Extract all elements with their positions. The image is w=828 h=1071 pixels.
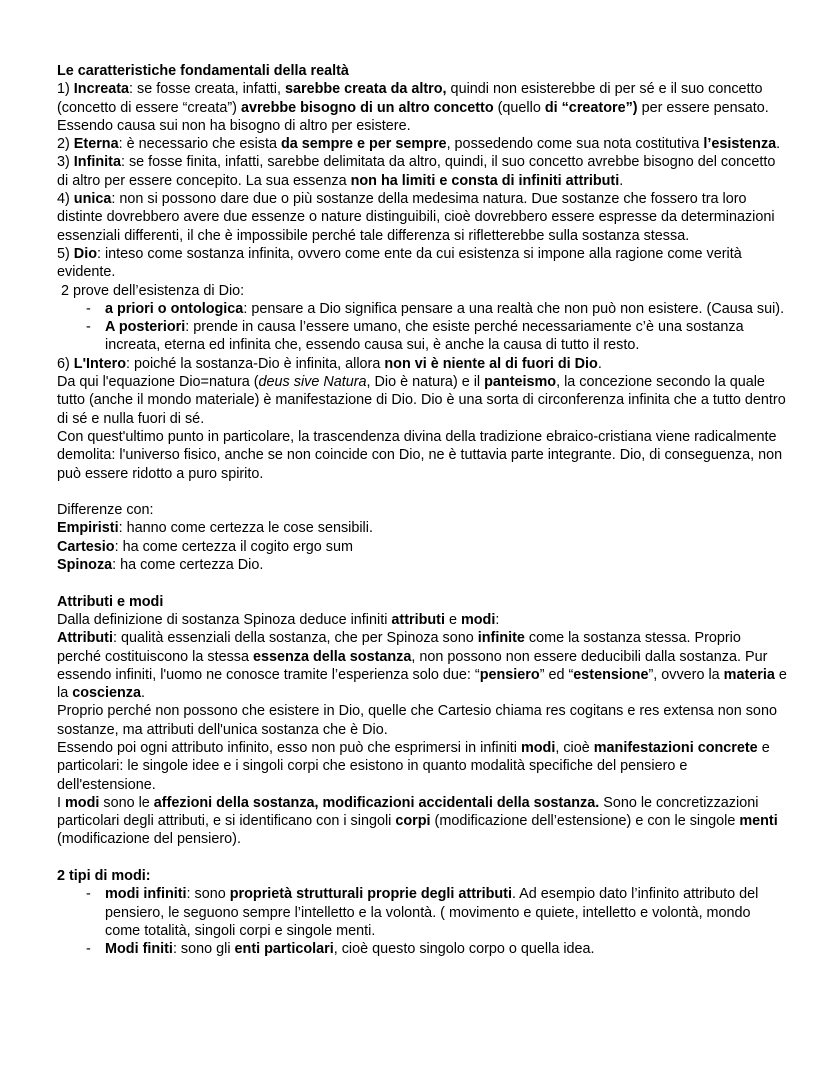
proofs-list xyxy=(57,300,788,355)
bold-text: panteismo xyxy=(484,374,557,391)
dash-marker: - xyxy=(86,941,91,958)
text-run: , la concezione secondo la quale tutto (anche il mondo materiale) è manifestazione di Dio. Dio è una sorta di circonferenza infinita che a tutto dentro di sé e nulla fuori di sé. xyxy=(57,374,786,427)
text-run: , cioè xyxy=(555,739,594,756)
text-run: Con quest'ultimo punto in particolare, la trascendenza divina della tradizione ebraico-cristiana viene radicalmente demolita: l'universo fisico, anche se non coincide con Dio, ne è tuttavia parte integrante. Dio, di conseguenza, non può essere ridotto a puro spirito. xyxy=(57,428,783,482)
bold-text: estensione xyxy=(573,666,649,683)
paragraph-dio xyxy=(57,245,788,282)
differences-intro: Differenze con: xyxy=(57,502,154,519)
proof-text xyxy=(105,319,744,353)
proof-text xyxy=(105,301,784,317)
bold-text: l’esistenza xyxy=(703,136,777,153)
bold-text: Eterna xyxy=(73,136,119,153)
text-run: (modificazione dell’estensione) e con le singole xyxy=(430,813,740,830)
bold-text: a priori o ontologica xyxy=(105,300,244,317)
paragraph-trascendenza xyxy=(57,428,788,483)
text-run: , cioè questo singolo corpo o quella idea. xyxy=(333,941,595,958)
bold-text: non ha limiti e consta di infiniti attributi xyxy=(350,172,620,189)
bold-text: attributi xyxy=(391,611,445,628)
text-run: Da qui l'equazione Dio=natura ( xyxy=(57,374,259,391)
text-run: : pensare a Dio significa pensare a una realtà che non può non esistere. (Causa sui). xyxy=(243,300,785,317)
bold-text: modi xyxy=(460,611,496,628)
text-run: 3) xyxy=(57,154,74,171)
text-run: : prende in causa l’essere umano, che esiste perché necessariamente c’è una sostanza increata, eterna ed infinita che, essendo causa sui, è anche la causa di tutto il resto. xyxy=(105,319,744,354)
paragraph-infinita xyxy=(57,153,788,190)
modi-text xyxy=(105,886,758,939)
paragraph-increata xyxy=(57,80,788,135)
text-run: : poiché la sostanza-Dio è infinita, allora xyxy=(125,355,385,372)
modi-text xyxy=(105,941,595,957)
text-run: e xyxy=(444,611,461,628)
proofs-intro: 2 prove dell’esistenza di Dio: xyxy=(57,282,245,299)
paragraph-attributi-intro xyxy=(57,611,788,629)
text-run: quindi non esisterebbe di per sé e il suo concetto (concetto di essere “creata”) xyxy=(57,81,763,116)
bold-text: sarebbe creata da altro, xyxy=(284,81,447,98)
bold-text: modi infiniti xyxy=(105,886,187,903)
bold-text: Modi finiti xyxy=(105,941,173,958)
text-run: : ha come certezza il cogito ergo sum xyxy=(114,538,353,555)
paragraph-eterna xyxy=(57,135,788,153)
bold-text: Increata xyxy=(73,81,129,98)
text-run: (modificazione del pensiero). xyxy=(57,831,241,848)
text-run: : sono gli xyxy=(172,941,235,958)
bold-text: materia xyxy=(723,666,775,683)
text-run: , non possono non essere deducibili dalla sostanza. Pur essendo infiniti, l'uomo ne conosce tramite l’esperienza solo due: “ xyxy=(57,648,768,683)
list-item-proof-apriori xyxy=(86,300,788,318)
section-title-tipi-modi: 2 tipi di modi: xyxy=(57,868,151,885)
text-run: Essendo poi ogni attributo infinito, esso non può che esprimersi in infiniti xyxy=(57,739,521,756)
bold-text: Spinoza xyxy=(57,557,113,574)
text-run: ” ed “ xyxy=(539,666,574,683)
text-run: 4) xyxy=(57,191,74,208)
section-title-realta: Le caratteristiche fondamentali della realtà xyxy=(57,63,349,79)
difference-spinoza xyxy=(57,556,788,574)
paragraph-attributi xyxy=(57,629,788,702)
difference-empiristi xyxy=(57,519,788,537)
paragraph-panteismo xyxy=(57,373,788,428)
paragraph-res xyxy=(57,702,788,739)
paragraph-modi xyxy=(57,794,788,849)
text-run: . xyxy=(776,136,781,153)
text-run: Dalla definizione di sostanza Spinoza deduce infiniti xyxy=(57,611,392,628)
text-run: 1) xyxy=(57,81,74,98)
bold-text: modi xyxy=(65,794,100,811)
text-run: : è necessario che esista xyxy=(118,136,281,153)
bold-text: unica xyxy=(73,191,112,208)
list-item-proof-aposteriori xyxy=(86,318,788,355)
dash-marker: - xyxy=(86,300,91,317)
list-item-modi-infiniti xyxy=(86,885,788,940)
text-run: 5) xyxy=(57,245,74,262)
bold-text: pensiero xyxy=(479,666,540,683)
bold-text: di “creatore”) xyxy=(544,99,638,116)
paragraph-intero xyxy=(57,355,788,373)
text-run: (quello xyxy=(493,99,545,116)
bold-text: coscienza xyxy=(72,685,141,702)
paragraph-unica xyxy=(57,190,788,245)
text-run: . xyxy=(597,355,602,372)
paragraph-modi-infiniti xyxy=(57,739,788,794)
text-run: come la sostanza stessa. Proprio perché costituiscono la stessa xyxy=(57,630,741,665)
bold-text: avrebbe bisogno di un altro concetto xyxy=(240,99,494,116)
difference-cartesio xyxy=(57,538,788,556)
text-run: : qualità essenziali della sostanza, che per Spinoza sono xyxy=(112,630,478,647)
italic-text: deus sive Natura xyxy=(258,374,367,391)
text-run: e la xyxy=(57,666,787,702)
text-run: : se fosse creata, infatti, xyxy=(129,81,285,98)
bold-text: infinite xyxy=(477,630,525,647)
bold-text: affezioni della sostanza, modificazioni accidentali della sostanza. xyxy=(153,794,600,811)
bold-text: essenza della sostanza xyxy=(252,648,412,665)
text-run: : ha come certezza Dio. xyxy=(112,557,264,574)
bold-text: Cartesio xyxy=(57,538,115,555)
text-run: ”, ovvero la xyxy=(648,666,724,683)
bold-text: manifestazioni concrete xyxy=(593,739,758,756)
bold-text: non vi è niente al di fuori di Dio xyxy=(384,355,598,372)
text-run: . xyxy=(619,172,624,189)
text-run: 2) xyxy=(57,136,74,153)
text-run: sono le xyxy=(99,794,154,811)
text-run: : inteso come sostanza infinita, ovvero come ente da cui esistenza si impone alla ragione come verità evidente. xyxy=(57,245,742,281)
bold-text: corpi xyxy=(395,813,431,830)
bold-text: A posteriori xyxy=(105,319,186,336)
text-run: : xyxy=(495,611,500,628)
text-run: I xyxy=(57,794,65,811)
text-run: : hanno come certezza le cose sensibili. xyxy=(118,520,373,537)
text-run: : non si possono dare due o più sostanze della medesima natura. Due sostanze che fossero tra loro distinte dovrebbero avere due essenze o nature distinguibili, cioè dovrebbero essere espresse da determinazioni essenziali differenti, il che è impossibile perché tale differenza si rifletterebbe sulla sostanza stessa. xyxy=(57,191,775,244)
bold-text: modi xyxy=(520,739,556,756)
text-run: : se fosse finita, infatti, sarebbe delimitata da altro, quindi, il suo concetto avrebbe bisogno del concetto di altro per essere concepito. La sua essenza xyxy=(57,154,776,189)
bold-text: da sempre e per sempre xyxy=(280,136,447,153)
bold-text: menti xyxy=(739,813,778,830)
text-run: 6) xyxy=(57,355,74,372)
dash-marker: - xyxy=(86,886,91,903)
section-title-attributi: Attributi e modi xyxy=(57,593,164,610)
bold-text: L'Intero xyxy=(73,355,126,372)
text-run: , possedendo come sua nota costitutiva xyxy=(446,136,704,153)
bold-text: Infinita xyxy=(73,154,121,171)
text-run: Proprio perché non possono che esistere in Dio, quelle che Cartesio chiama res cogitans e res extensa non sono sostanze, ma attributi dell'unica sostanza che è Dio. xyxy=(57,703,777,738)
list-item-modi-finiti xyxy=(86,940,788,958)
bold-text: enti particolari xyxy=(234,941,334,958)
text-run: . xyxy=(141,685,145,702)
bold-text: Dio xyxy=(73,245,97,262)
bold-text: proprietà strutturali proprie degli attributi xyxy=(229,886,512,903)
text-run: : sono xyxy=(186,886,230,903)
text-run: e particolari: le singole idee e i singoli corpi che esistono in quanto modalità specifiche del pensiero e dell'estensione. xyxy=(57,739,770,793)
dash-marker: - xyxy=(86,319,91,336)
modi-list xyxy=(57,885,788,958)
text-run: , Dio è natura) e il xyxy=(366,374,485,391)
bold-text: Attributi xyxy=(57,630,113,647)
bold-text: Empiristi xyxy=(57,520,119,537)
text-run: Sono le concretizzazioni particolari degli attributi, e si identificano con i singoli xyxy=(57,794,759,830)
text-run: . Ad esempio dato l’infinito attributo del pensiero, le seguono sempre l’intelletto e la volontà. ( movimento e quiete, intelletto e volontà, mondo come totalità, singoli corpi e singole menti. xyxy=(105,886,759,939)
text-run: per essere pensato. Essendo causa sui non ha bisogno di altro per esistere. xyxy=(57,99,769,134)
